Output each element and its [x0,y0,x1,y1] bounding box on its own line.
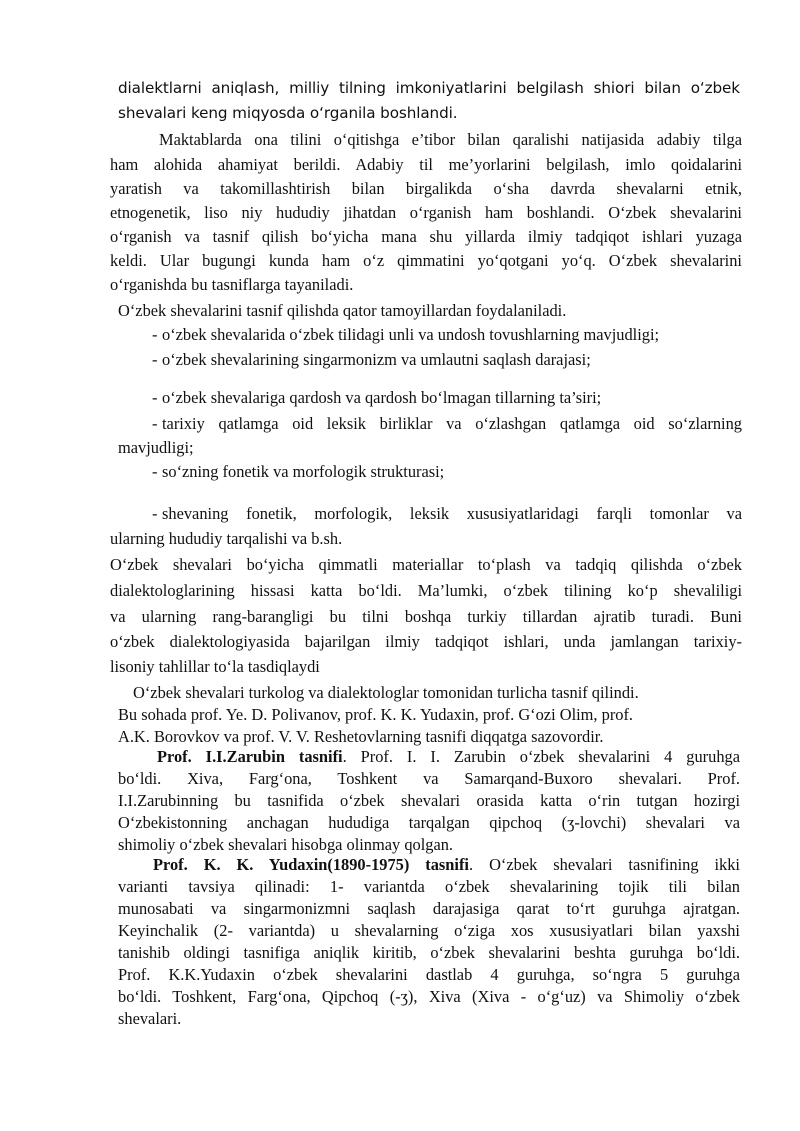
bullet-dash: - [152,504,158,523]
yudaxin-heading: Prof. K. K. Yudaxin(1890-1975) tasnifi [153,855,469,874]
paragraph-7-line-1-text: . O‘zbek shevalari tasnifining ikki [469,855,740,874]
paragraph-6-line-1-text: . Prof. I. I. Zarubin o‘zbek shevalarini 4 guruhga [342,747,740,766]
paragraph-4-line-3: va ularning rang-barangligi bu tilni boshqa turkiy tillardan ajratib turadi. Buni [110,607,742,626]
bullet-dash: - [152,388,158,407]
paragraph-2-line-2: ham alohida ahamiyat berildi. Adabiy til me’yorlarini belgilash, imlo qoidalarini [110,155,742,174]
paragraph-7-line-8: shevalari. [118,1009,182,1028]
bullet-dash: - [152,325,158,344]
paragraph-4-line-5: lisoniy tahlillar to‘la tasdiqlaydi [110,657,320,676]
paragraph-4-line-4: o‘zbek dialektologiyasida bajarilgan ilmiy tadqiqot ishlari, unda jamlangan tarixiy- [110,632,742,651]
zarubin-heading: Prof. I.I.Zarubin tasnifi [157,747,343,766]
paragraph-2-line-1: Maktablarda ona tilini o‘qitishga e’tibor bilan qaralishi natijasida adabiy tilga [159,130,742,149]
paragraph-6-line-2: bo‘ldi. Xiva, Farg‘ona, Toshkent va Samarqand-Buxoro shevalari. Prof. [118,769,740,788]
paragraph-4-line-1: O‘zbek shevalari bo‘yicha qimmatli materiallar to‘plash va tadqiq qilishda o‘zbek [110,555,742,574]
bullet-item-4-line-2: mavjudligi; [118,438,194,457]
paragraph-2-line-3: yaratish va takomillashtirish bilan birgalikda o‘sha davrda shevalarni etnik, [110,179,742,198]
bullet-item-2: o‘zbek shevalarining singarmonizm va umlautni saqlash darajasi; [162,350,591,369]
paragraph-7-line-3: munosabati va singarmonizmni saqlash darajasiga qarat to‘rt guruhga ajratgan. [118,899,740,918]
bullet-item-6-line-2: ularning hududiy tarqalishi va b.sh. [110,529,343,548]
paragraph-2-line-6: keldi. Ular bugungi kunda ham o‘z qimmatini yo‘qotgani yo‘q. O‘zbek shevalarini [110,251,742,270]
paragraph-5-line-3: A.K. Borovkov va prof. V. V. Reshetovlarning tasnifi diqqatga sazovordir. [118,727,604,746]
paragraph-7-line-7: bo‘ldi. Toshkent, Farg‘ona, Qipchoq (-ʒ), Xiva (Xiva - o‘g‘uz) va Shimoliy o‘zbek [118,987,740,1006]
bullet-item-5: so‘zning fonetik va morfologik strukturasi; [162,462,445,481]
bullet-dash: - [152,350,158,369]
paragraph-7-line-2: varianti tavsiya qilinadi: 1- variantda o‘zbek shevalarining tojik tili bilan [118,877,740,896]
paragraph-4-line-2: dialektologlarining hissasi katta bo‘ldi. Ma’lumki, o‘zbek tilining ko‘p shevaliligi [110,581,742,600]
paragraph-6-line-4: O‘zbekistonning anchagan hududiga tarqalgan qipchoq (ʒ-lovchi) shevalari va [118,813,740,832]
paragraph-5-line-1: O‘zbek shevalari turkolog va dialektologlar tomonidan turlicha tasnif qilindi. [133,683,639,702]
bullet-item-3: o‘zbek shevalariga qardosh va qardosh bo‘lmagan tillarning ta’siri; [162,388,602,407]
bullet-item-1: o‘zbek shevalarida o‘zbek tilidagi unli va undosh tovushlarning mavjudligi; [162,325,660,344]
bullet-dash: - [152,414,158,433]
paragraph-3-line-1: O‘zbek shevalarini tasnif qilishda qator tamoyillardan foydalaniladi. [118,301,567,320]
paragraph-1-line-2: shevalari keng miqyosda o‘rganila boshlandi. [118,104,458,122]
paragraph-6-line-1 [157,745,740,769]
paragraph-6-line-5: shimoliy o‘zbek shevalari hisobga olinmay qolgan. [118,835,454,854]
bullet-item-4-line-1: tarixiy qatlamga oid leksik birliklar va o‘zlashgan qatlamga oid so‘zlarning [162,414,742,433]
bullet-dash: - [152,462,158,481]
paragraph-7-line-1 [153,853,740,877]
paragraph-5-line-2: Bu sohada prof. Ye. D. Polivanov, prof. K. K. Yudaxin, prof. G‘ozi Olim, prof. [118,705,634,724]
paragraph-6-line-3: I.I.Zarubinning bu tasnifida o‘zbek shevalari orasida katta o‘rin tutgan hozirgi [118,791,740,810]
paragraph-2-line-5: o‘rganish va tasnif qilish bo‘yicha mana shu yillarda ilmiy tadqiqot ishlari yuzaga [110,227,742,246]
bullet-item-6-line-1: shevaning fonetik, morfologik, leksik xususiyatlaridagi farqli tomonlar va [162,504,742,523]
paragraph-7-line-5: tanishib oldingi tasnifiga aniqlik kiritib, o‘zbek shevalarini beshta guruhga bo‘ldi. [118,943,740,962]
paragraph-2-line-4: etnogenetik, liso niy hududiy jihatdan o‘rganish ham boshlandi. O‘zbek shevalarini [110,203,742,222]
paragraph-1-line-1: dialektlarni aniqlash, milliy tilning imkoniyatlarini belgilash shiori bilan o‘zbek [118,79,740,97]
paragraph-7-line-4: Keyinchalik (2- variantda) u shevalarning o‘ziga xos xususiyatlari bilan yaxshi [118,921,740,940]
paragraph-2-line-7: o‘rganishda bu tasniflarga tayaniladi. [110,275,354,294]
paragraph-7-line-6: Prof. K.K.Yudaxin o‘zbek shevalarini dastlab 4 guruhga, so‘ngra 5 guruhga [118,965,740,984]
